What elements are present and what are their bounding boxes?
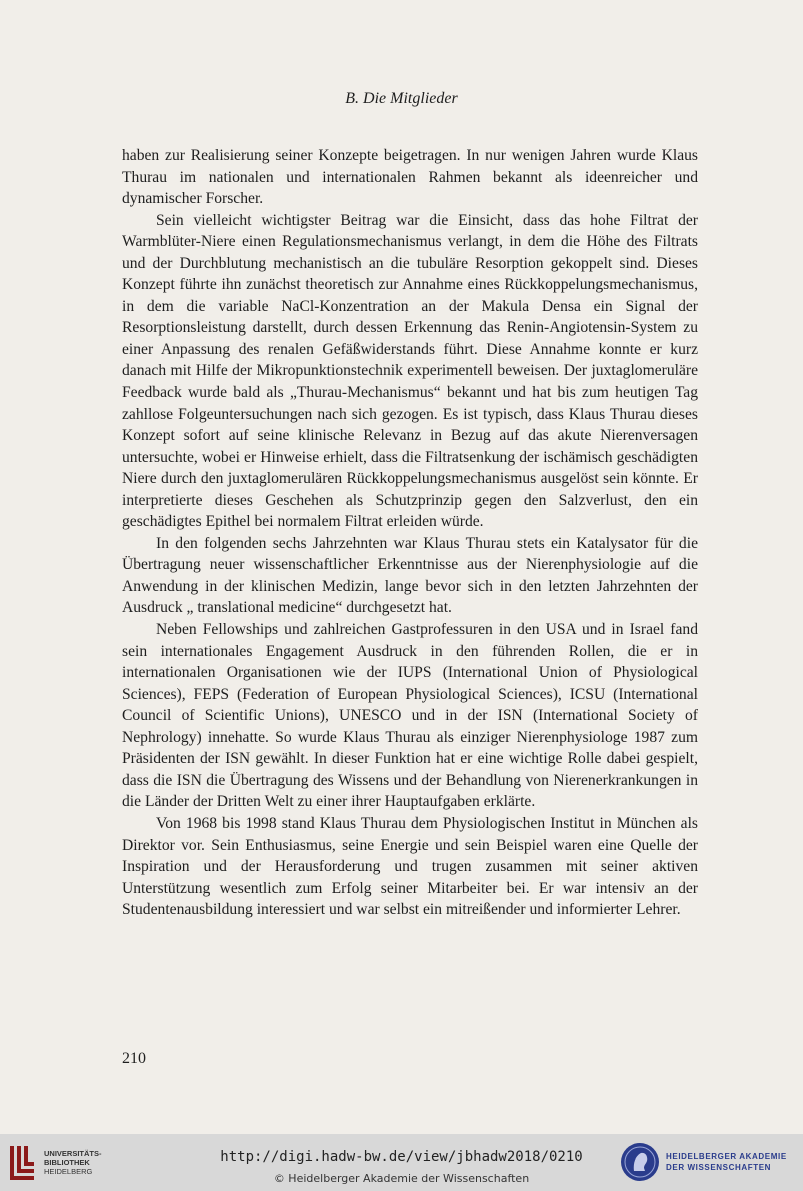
permalink-url[interactable]: http://digi.hadw-bw.de/view/jbhadw2018/0210 (220, 1149, 583, 1165)
paragraph-3: In den folgenden sechs Jahrzehnten war Klaus Thurau stets ein Katalysator für die Übertragung neuer wissenschaftlicher Erkenntnisse aus der Nierenphysiologie auf die Anwendung in der klinischen Medizin, lange bevor sich in den letzten Jahrzehnten der Ausdruck „ translational medicine“ durchgesetzt hat. (122, 534, 698, 617)
copyright-notice: © Heidelberger Akademie der Wissenschaften (273, 1172, 530, 1185)
academy-seal-logo-icon (620, 1142, 660, 1182)
library-logo-line2: BIBLIOTHEK (44, 1157, 90, 1167)
library-logo-line3: HEIDELBERG (44, 1166, 93, 1176)
library-logo-line1: UNIVERSITÄTS- (44, 1148, 102, 1158)
viewer-footer (0, 1134, 803, 1191)
body-text (122, 145, 698, 921)
paragraph-5: Von 1968 bis 1998 stand Klaus Thurau dem Physiologischen Institut in München als Direktor vor. Sein Enthusiasmus, seine Energie und sein Beispiel waren eine Quelle der Inspiration und der Herausforderung und trugen zusammen mit seiner aktiven Unterstützung wesentlich zum Erfolg seiner Mitarbeiter bei. Er war intensiv an der Studentenausbildung interessiert und war selbst ein mitreißender und informierter Lehrer. (122, 814, 698, 919)
academy-logo-line1: HEIDELBERGER AKADEMIE (666, 1152, 787, 1161)
academy-logo-line2: DER WISSENSCHAFTEN (666, 1163, 772, 1172)
page-number: 210 (122, 1050, 146, 1067)
running-head: B. Die Mitglieder (345, 90, 458, 107)
paragraph-2: Sein vielleicht wichtigster Beitrag war die Einsicht, dass das hohe Filtrat der Warmblüter-Niere einen Regulationsmechanismus verlangt, in dem die Höhe des Filtrats und der Durchblutung mechanistisch an die tubuläre Resorption gekoppelt sind. Dieses Konzept führte ihn zunächst theoretisch zur Annahme eines Rückkoppelungsmechanismus, in dem die variable NaCl-Konzentration an der Makula Densa ein Signal der Resorptionsleistung darstellt, durch dessen Erkennung das Renin-Angiotensin-System zu einer Anpassung des renalen Gefäßwiderstands führt. Diese Annahme konnte er kurz danach mit Hilfe der Mikropunktionstechnik experimentell beweisen. Der juxtaglomeruläre Feedback wurde bald als „Thurau-Mechanismus“ bekannt und hat bis zum heutigen Tag zahllose Folgeuntersuchungen nach sich gezogen. Es ist typisch, dass Klaus Thurau dieses Konzept sofort auf seine klinische Relevanz in Bezug auf das akute Nierenversagen untersuchte, wobei er Hinweise erhielt, dass die Filtratsenkung der ischämisch geschädigten Niere durch den juxtaglomerulären Rückkoppelungsmechanismus ausgelöst sein könnte. Er interpretierte dieses Geschehen als Schutzprinzip gegen den Salzverlust, den ein geschädigtes Epithel bei normalem Filtrat erleiden würde. (122, 211, 698, 531)
paragraph-1: haben zur Realisierung seiner Konzepte beigetragen. In nur wenigen Jahren wurde Klaus Thurau im nationalen und internationalen Rahmen bekannt als ideenreicher und dynamischer Forscher. (122, 147, 698, 208)
academy-logo[interactable] (620, 1142, 787, 1182)
paragraph-4: Neben Fellowships und zahlreichen Gastprofessuren in den USA und in Israel fand sein internationales Engagement Ausdruck in den führenden Rollen, die er in internationalen Organisationen wie der IUPS (International Union of Physiological Sciences), FEPS (Federation of European Physiological Sciences), ICSU (International Council of Scientific Unions), UNESCO und in der ISN (International Society of Nephrology) innehatte. So wurde Klaus Thurau als einziger Nierenphysiologe 1987 zum Präsidenten der ISN gewählt. In dieser Funktion hat er eine wichtige Rolle dabei gespielt, dass die ISN die Übertragung des Wissens und der Behandlung von Nierenerkrankungen in die Länder der Dritten Welt zu einer ihrer Hauptaufgaben erklärte. (122, 621, 698, 811)
